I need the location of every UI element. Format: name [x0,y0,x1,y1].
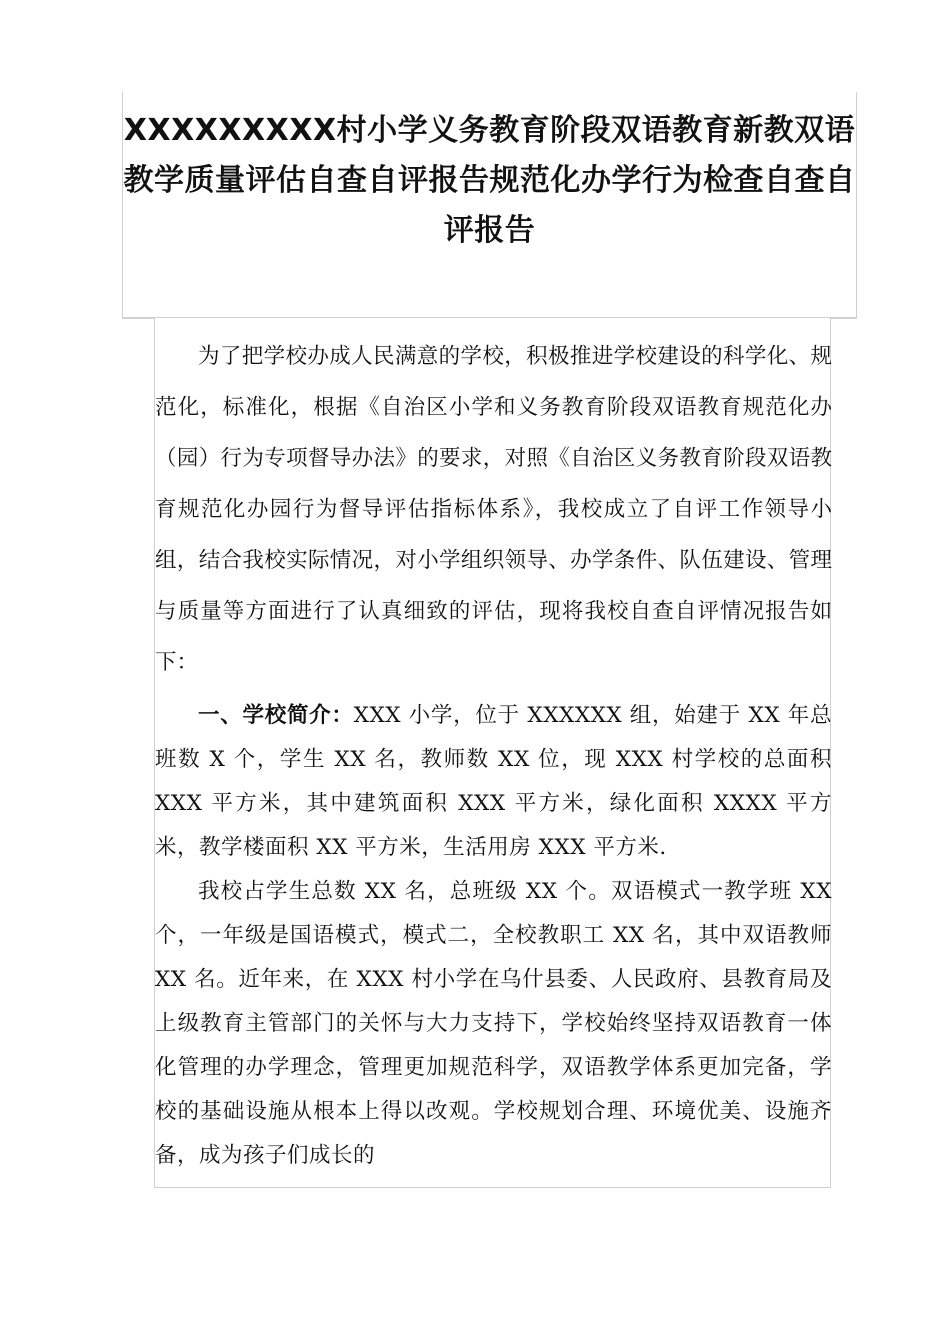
title-frame [122,92,857,318]
section-1-text: XXX 小学，位于 XXXXXX 组，始建于 XX 年总班数 X 个，学生 XX 名，教师数 XX 位，现 XXX 村学校的总面积 XXX 平方米，其中建筑面积 XXX 平方米，绿化面积 XXXX 平方米，教学楼面积 XX 平方米，生活用房 XXX 平方米. [155,703,832,860]
section-1-heading: 一、学校简介： [198,703,354,728]
intro-paragraph: 为了把学校办成人民满意的学校，积极推进学校建设的科学化、规范化，标准化，根据《自治区小学和义务教育阶段双语教育规范化办（园）行为专项督导办法》的要求，对照《自治区义务教育阶段双语教育规范化办园行为督导评估指标体系》，我校成立了自评工作领导小组，结合我校实际情况，对小学组织领导、办学条件、队伍建设、管理与质量等方面进行了认真细致的评估，现将我校自查自评情况报告如下： [155,344,832,675]
frame-corner-right [831,318,857,319]
document-title: XXXXXXXXX村小学义务教育阶段双语教育新教双语教学质量评估自查自评报告规范化办学行为检查自查自评报告 [123,113,856,248]
section-1-continued-paragraph: 我校占学生总数 XX 名，总班级 XX 个。双语模式一教学班 XX 个，一年级是国语模式，模式二，全校教职工 XX 名，其中双语教师 XX 名。近年来，在 XXX 村小学在乌什县委、人民政府、县教育局及上级教育主管部门的关怀与大力支持下，学校始终坚持双语教育一体化管理的办学理念，管理更加规范科学，双语教学体系更加完备，学校的基础设施从根本上得以改观。学校规划合理、环境优美、设施齐备，成为孩子们成长的 [155,879,832,1168]
document-body [155,318,832,1178]
section-1-paragraph [155,694,832,870]
body-frame [154,318,831,1188]
frame-corner-left [122,318,154,319]
